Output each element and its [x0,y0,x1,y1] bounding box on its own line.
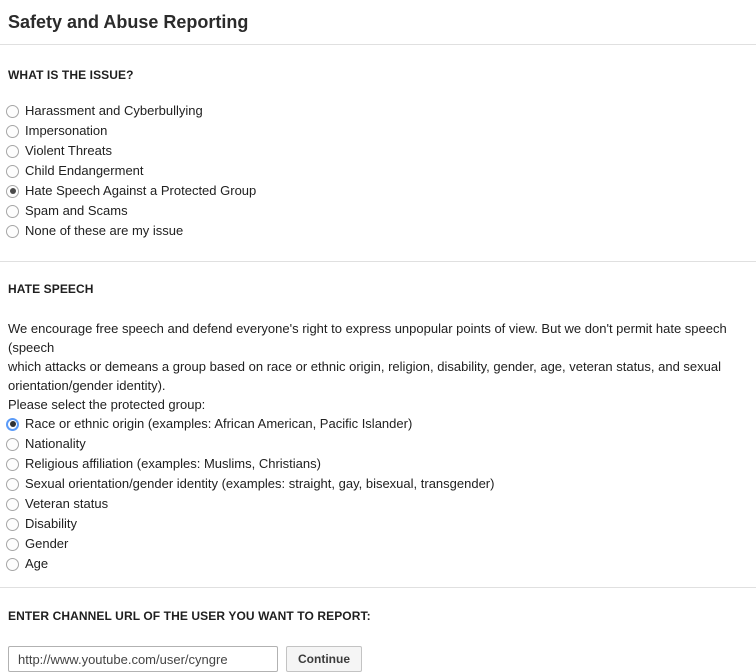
radio-option-hate-speech[interactable] [0,181,756,201]
radio-option-label: Impersonation [25,123,108,138]
protected-group-radio-group [0,414,756,574]
radio-option-label: Gender [25,536,69,551]
radio-option-religious-affiliation[interactable] [0,454,756,474]
radio-option-label: Child Endangerment [25,163,144,178]
radio-option-label: Hate Speech Against a Protected Group [25,183,257,198]
radio-checked-focused-icon[interactable] [6,418,19,431]
radio-option-disability[interactable] [0,514,756,534]
radio-icon[interactable] [6,558,19,571]
radio-option-impersonation[interactable] [0,121,756,141]
radio-option-label: Veteran status [25,496,109,511]
radio-icon[interactable] [6,538,19,551]
radio-option-nationality[interactable] [0,434,756,454]
radio-option-spam-scams[interactable] [0,201,756,221]
channel-url-section-heading: ENTER CHANNEL URL OF THE USER YOU WANT TO REPORT: [8,609,371,623]
radio-option-label: None of these are my issue [25,223,184,238]
radio-icon[interactable] [6,498,19,511]
radio-option-violent-threats[interactable] [0,141,756,161]
protected-group-prompt: Please select the protected group: [8,397,206,412]
issue-radio-group [0,101,756,241]
radio-option-label: Harassment and Cyberbullying [25,103,203,118]
description-line: We encourage free speech and defend everyone's right to express unpopular points of view. But we don't permit hate speech (speech [8,321,727,355]
radio-icon[interactable] [6,478,19,491]
radio-option-sexual-orientation[interactable] [0,474,756,494]
radio-checked-icon[interactable] [6,185,19,198]
radio-icon[interactable] [6,145,19,158]
hate-speech-description [0,319,756,395]
radio-option-harassment[interactable] [0,101,756,121]
description-line: orientation/gender identity). [8,378,166,393]
radio-icon[interactable] [6,458,19,471]
description-line: which attacks or demeans a group based on race or ethnic origin, religion, disability, gender, age, veteran status, and sexual [8,359,722,374]
channel-url-input[interactable] [8,646,278,672]
continue-button[interactable]: Continue [286,646,362,672]
radio-icon[interactable] [6,105,19,118]
divider [0,587,756,588]
radio-option-child-endangerment[interactable] [0,161,756,181]
radio-option-none[interactable] [0,221,756,241]
hate-speech-section-heading: HATE SPEECH [8,282,94,296]
radio-option-label: Sexual orientation/gender identity (examples: straight, gay, bisexual, transgender) [25,476,495,491]
radio-option-veteran-status[interactable] [0,494,756,514]
radio-option-label: Disability [25,516,78,531]
radio-option-gender[interactable] [0,534,756,554]
radio-icon[interactable] [6,438,19,451]
radio-icon[interactable] [6,225,19,238]
divider [0,261,756,262]
divider [0,44,756,45]
radio-option-race[interactable] [0,414,756,434]
radio-option-label: Race or ethnic origin (examples: African American, Pacific Islander) [25,416,413,431]
radio-option-label: Age [25,556,49,571]
radio-icon[interactable] [6,165,19,178]
radio-option-label: Religious affiliation (examples: Muslims, Christians) [25,456,321,471]
radio-option-age[interactable] [0,554,756,574]
radio-option-label: Spam and Scams [25,203,128,218]
radio-option-label: Nationality [25,436,86,451]
radio-icon[interactable] [6,518,19,531]
radio-icon[interactable] [6,205,19,218]
page-title: Safety and Abuse Reporting [8,12,249,32]
radio-option-label: Violent Threats [25,143,112,158]
issue-section-heading: WHAT IS THE ISSUE? [8,68,134,82]
channel-url-row [0,646,756,672]
radio-icon[interactable] [6,125,19,138]
